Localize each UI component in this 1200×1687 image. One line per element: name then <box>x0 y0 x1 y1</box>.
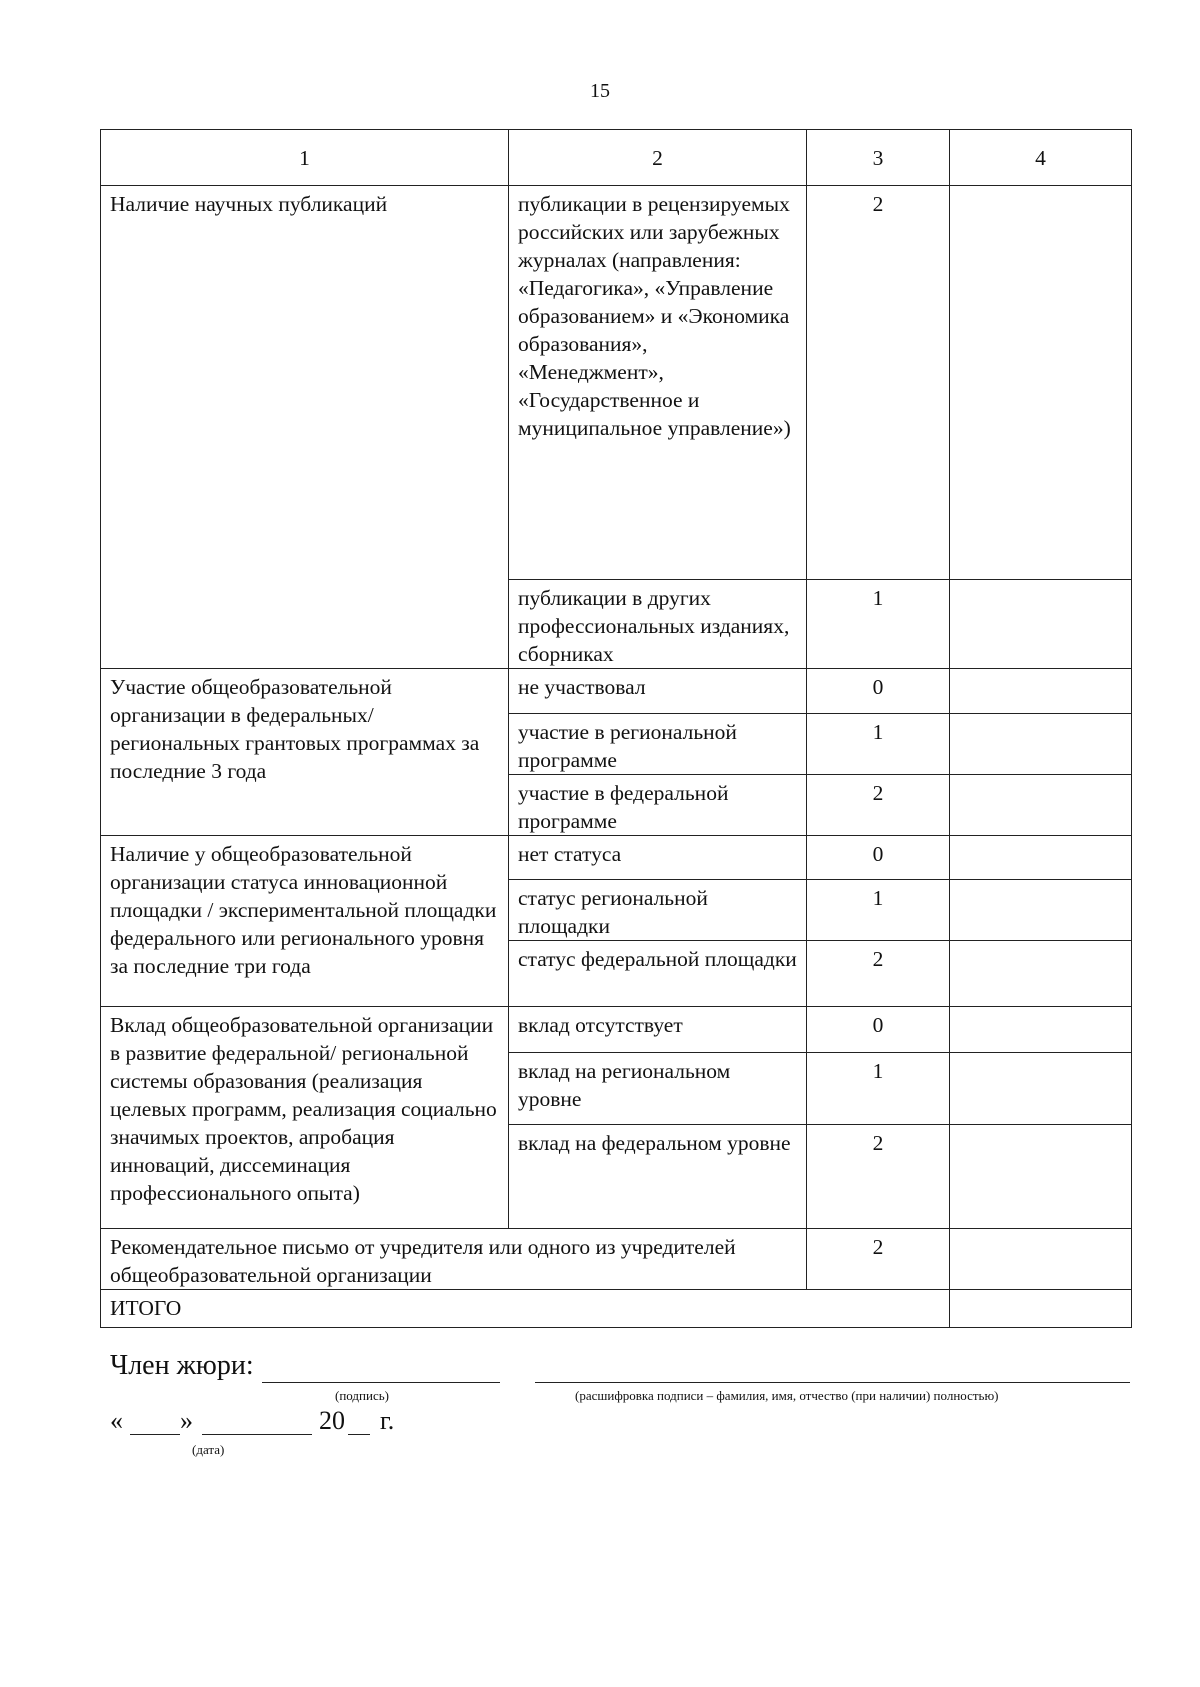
recommendation-letter-label: Рекомендательное письмо от учредителя или одного из учредителей общеобразовательной организации <box>101 1229 807 1290</box>
header-cell: 2 <box>509 130 807 186</box>
score-cell[interactable] <box>950 580 1132 669</box>
criterion-option: участие в региональной программе <box>509 714 807 775</box>
criterion-option: участие в федеральной программе <box>509 775 807 836</box>
criterion-option: публикации в рецензируемых российских или зарубежных журналах (направления: «Педагогика», «Управление образованием» и «Экономика образования», «Менеджмент», «Государственное и муниципальное управление») <box>509 186 807 580</box>
criterion-points: 2 <box>807 941 950 1007</box>
signature-block <box>110 1350 1130 1470</box>
score-cell[interactable] <box>950 880 1132 941</box>
total-row <box>101 1290 1132 1328</box>
date-year-prefix: 20 <box>319 1406 345 1435</box>
date-year-line[interactable] <box>348 1434 370 1435</box>
date-day-line[interactable] <box>130 1434 180 1435</box>
table-header-row <box>101 130 1132 186</box>
criterion-points: 1 <box>807 580 950 669</box>
score-cell[interactable] <box>950 714 1132 775</box>
criterion-option: вклад отсутствует <box>509 1007 807 1053</box>
signature-decode-line[interactable] <box>535 1382 1130 1383</box>
table-row <box>101 669 1132 714</box>
criterion-option: статус федеральной площадки <box>509 941 807 1007</box>
criterion-points: 0 <box>807 836 950 880</box>
criterion-points: 0 <box>807 669 950 714</box>
table-row <box>101 1007 1132 1053</box>
score-cell[interactable] <box>950 1007 1132 1053</box>
criterion-name: Участие общеобразовательной организации в федеральных/ региональных грантовых программах за последние 3 года <box>101 669 509 836</box>
criterion-points: 1 <box>807 714 950 775</box>
criterion-option: вклад на региональном уровне <box>509 1053 807 1125</box>
header-cell: 3 <box>807 130 950 186</box>
criterion-name: Вклад общеобразовательной организации в развитие федеральной/ региональной системы образования (реализация целевых программ, реализация социально значимых проектов, апробация инноваций, диссеминация профессионального опыта) <box>101 1007 509 1229</box>
criterion-points: 1 <box>807 880 950 941</box>
score-cell[interactable] <box>950 775 1132 836</box>
score-cell[interactable] <box>950 1053 1132 1125</box>
criterion-points: 0 <box>807 1007 950 1053</box>
table-row <box>101 186 1132 580</box>
date-month-line[interactable] <box>202 1434 312 1435</box>
table-row <box>101 1229 1132 1290</box>
header-cell: 1 <box>101 130 509 186</box>
jury-member-label: Член жюри: <box>110 1350 254 1381</box>
score-cell[interactable] <box>950 836 1132 880</box>
table-row <box>101 836 1132 880</box>
total-label: ИТОГО <box>101 1290 950 1328</box>
criterion-points: 2 <box>807 186 950 580</box>
criterion-option: не участвовал <box>509 669 807 714</box>
score-cell[interactable] <box>950 186 1132 580</box>
score-cell[interactable] <box>950 669 1132 714</box>
score-cell[interactable] <box>950 1125 1132 1229</box>
criterion-points: 1 <box>807 1053 950 1125</box>
criterion-name: Наличие научных публикаций <box>101 186 509 669</box>
criterion-option: статус региональной площадки <box>509 880 807 941</box>
score-cell[interactable] <box>950 1229 1132 1290</box>
signature-line[interactable] <box>262 1382 500 1383</box>
criterion-name: Наличие у общеобразовательной организации статуса инновационной площадки / экспериментальной площадки федерального или регионального уровня за последние три года <box>101 836 509 1007</box>
date-close-quote: » <box>180 1406 193 1435</box>
date-open-quote: « <box>110 1406 123 1435</box>
signature-decode-caption: (расшифровка подписи – фамилия, имя, отчество (при наличии) полностью) <box>575 1388 999 1403</box>
criterion-option: вклад на федеральном уровне <box>509 1125 807 1229</box>
date-caption: (дата) <box>192 1442 225 1457</box>
criterion-option: нет статуса <box>509 836 807 880</box>
criterion-points: 2 <box>807 775 950 836</box>
criterion-points: 2 <box>807 1125 950 1229</box>
criterion-points: 2 <box>807 1229 950 1290</box>
signature-caption: (подпись) <box>335 1388 389 1403</box>
date-year-suffix: г. <box>380 1406 395 1435</box>
total-score-cell[interactable] <box>950 1290 1132 1328</box>
score-cell[interactable] <box>950 941 1132 1007</box>
header-cell: 4 <box>950 130 1132 186</box>
page-number: 15 <box>590 80 610 102</box>
criteria-table <box>100 129 1132 1328</box>
criterion-option: публикации в других профессиональных изданиях, сборниках <box>509 580 807 669</box>
